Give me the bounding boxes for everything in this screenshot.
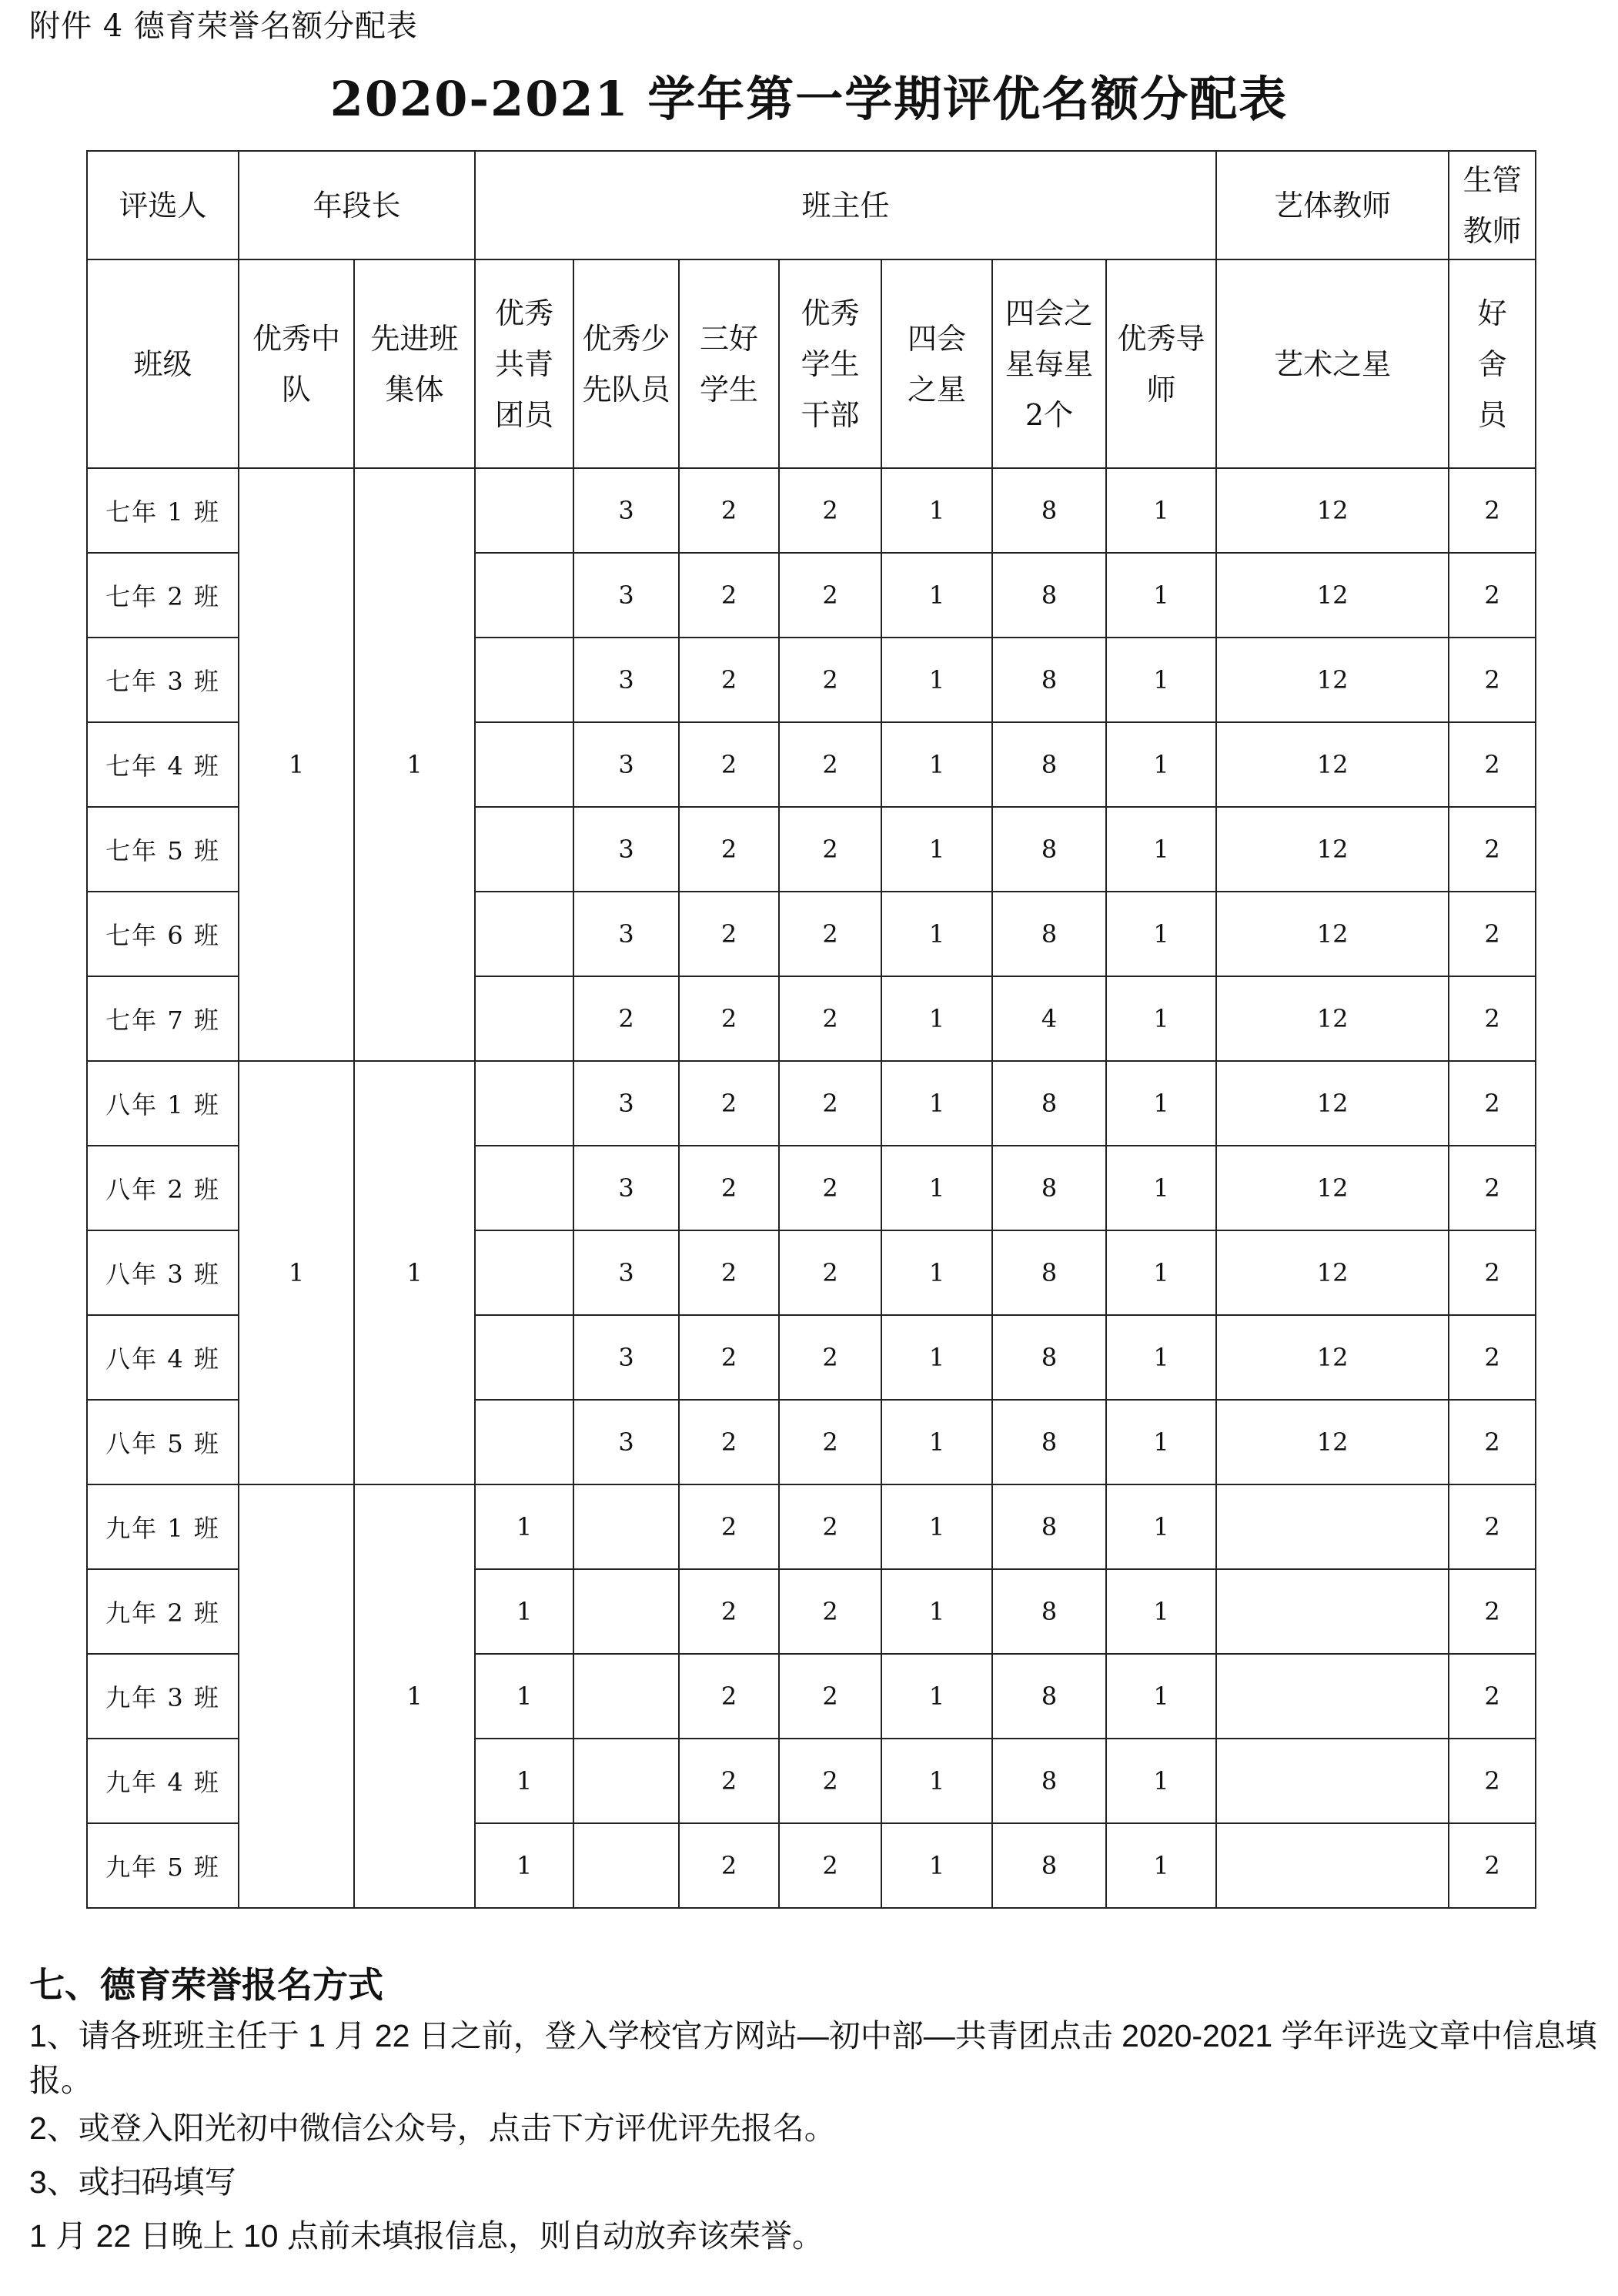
student-cadre-cell: 2 [779, 1823, 881, 1908]
four-skills-cell: 1 [881, 1739, 992, 1823]
mentor-cell: 1 [1106, 1739, 1216, 1823]
dorm-member-cell: 2 [1449, 1739, 1536, 1823]
art-star-cell [1216, 1739, 1449, 1823]
young-pioneer-cell: 3 [573, 553, 679, 638]
dorm-member-cell: 2 [1449, 1654, 1536, 1739]
four-skills-star-cell: 8 [992, 892, 1106, 976]
four-skills-cell: 1 [881, 722, 992, 807]
four-skills-cell: 1 [881, 1400, 992, 1484]
young-pioneer-cell: 3 [573, 1061, 679, 1146]
four-skills-cell: 1 [881, 976, 992, 1061]
student-cadre-cell: 2 [779, 1654, 881, 1739]
art-star-cell [1216, 1484, 1449, 1569]
student-cadre-cell: 2 [779, 1146, 881, 1230]
advanced-class-cell: 1 [354, 468, 475, 1061]
mentor-cell: 1 [1106, 553, 1216, 638]
art-star-cell [1216, 1569, 1449, 1654]
dorm-member-cell: 2 [1449, 1400, 1536, 1484]
art-star-cell: 12 [1216, 1061, 1449, 1146]
three-good-cell: 2 [679, 638, 779, 722]
four-skills-cell: 1 [881, 553, 992, 638]
header-class: 班级 [87, 259, 239, 468]
header-advanced-class: 先进班集体 [354, 259, 475, 468]
header-dorm-teacher: 生管教师 [1449, 151, 1536, 259]
four-skills-star-cell: 8 [992, 1739, 1106, 1823]
mentor-cell: 1 [1106, 1400, 1216, 1484]
student-cadre-cell: 2 [779, 892, 881, 976]
class-name-cell: 八年 2 班 [87, 1146, 239, 1230]
art-star-cell: 12 [1216, 1400, 1449, 1484]
class-name-cell: 七年 4 班 [87, 722, 239, 807]
header-excellent-mentor: 优秀导师 [1106, 259, 1216, 468]
class-name-cell: 九年 1 班 [87, 1484, 239, 1569]
four-skills-cell: 1 [881, 892, 992, 976]
student-cadre-cell: 2 [779, 638, 881, 722]
dorm-member-cell: 2 [1449, 1315, 1536, 1400]
header-four-skills-star: 四会之星 [881, 259, 992, 468]
class-name-cell: 七年 5 班 [87, 807, 239, 892]
student-cadre-cell: 2 [779, 1230, 881, 1315]
header-excellent-young-pioneer: 优秀少先队员 [573, 259, 679, 468]
three-good-cell: 2 [679, 1400, 779, 1484]
four-skills-star-cell: 8 [992, 722, 1106, 807]
art-star-cell [1216, 1654, 1449, 1739]
class-name-cell: 九年 2 班 [87, 1569, 239, 1654]
three-good-cell: 2 [679, 553, 779, 638]
four-skills-cell: 1 [881, 1230, 992, 1315]
young-pioneer-cell: 3 [573, 1315, 679, 1400]
four-skills-star-cell: 8 [992, 1061, 1106, 1146]
three-good-cell: 2 [679, 1146, 779, 1230]
header-arts-teacher: 艺体教师 [1216, 151, 1449, 259]
mentor-cell: 1 [1106, 1823, 1216, 1908]
four-skills-cell: 1 [881, 1315, 992, 1400]
art-star-cell: 12 [1216, 1230, 1449, 1315]
advanced-class-cell: 1 [354, 1061, 475, 1484]
art-star-cell: 12 [1216, 638, 1449, 722]
class-name-cell: 七年 7 班 [87, 976, 239, 1061]
mentor-cell: 1 [1106, 1569, 1216, 1654]
dorm-member-cell: 2 [1449, 807, 1536, 892]
mentor-cell: 1 [1106, 1230, 1216, 1315]
four-skills-cell: 1 [881, 1146, 992, 1230]
four-skills-star-cell: 8 [992, 1400, 1106, 1484]
header-excellent-squadron: 优秀中队 [239, 259, 354, 468]
four-skills-star-cell: 8 [992, 1230, 1106, 1315]
mentor-cell: 1 [1106, 1654, 1216, 1739]
mentor-cell: 1 [1106, 807, 1216, 892]
league-member-cell: 1 [475, 1823, 573, 1908]
league-member-cell [475, 1400, 573, 1484]
header-excellent-league-member: 优秀共青团员 [475, 259, 573, 468]
league-member-cell [475, 553, 573, 638]
young-pioneer-cell: 2 [573, 976, 679, 1061]
art-star-cell: 12 [1216, 553, 1449, 638]
class-name-cell: 七年 2 班 [87, 553, 239, 638]
table-row [87, 1484, 1536, 1569]
mentor-cell: 1 [1106, 1315, 1216, 1400]
dorm-member-cell: 2 [1449, 976, 1536, 1061]
three-good-cell: 2 [679, 1823, 779, 1908]
four-skills-star-cell: 8 [992, 638, 1106, 722]
young-pioneer-cell [573, 1569, 679, 1654]
excellent-squadron-cell: 1 [239, 1061, 354, 1484]
league-member-cell: 1 [475, 1654, 573, 1739]
league-member-cell: 1 [475, 1484, 573, 1569]
art-star-cell [1216, 1823, 1449, 1908]
header-four-skills-star-each: 四会之星每星2个 [992, 259, 1106, 468]
student-cadre-cell: 2 [779, 1400, 881, 1484]
dorm-member-cell: 2 [1449, 553, 1536, 638]
four-skills-star-cell: 8 [992, 1315, 1106, 1400]
header-grade-leader: 年段长 [239, 151, 475, 259]
mentor-cell: 1 [1106, 892, 1216, 976]
student-cadre-cell: 2 [779, 722, 881, 807]
young-pioneer-cell: 3 [573, 638, 679, 722]
student-cadre-cell: 2 [779, 1739, 881, 1823]
mentor-cell: 1 [1106, 1146, 1216, 1230]
note-4: 1 月 22 日晚上 10 点前未填报信息，则自动放弃该荣誉。 [29, 2218, 824, 2254]
four-skills-cell: 1 [881, 1569, 992, 1654]
three-good-cell: 2 [679, 1061, 779, 1146]
league-member-cell [475, 1146, 573, 1230]
dorm-member-cell: 2 [1449, 1230, 1536, 1315]
dorm-member-cell: 2 [1449, 1061, 1536, 1146]
four-skills-star-cell: 8 [992, 807, 1106, 892]
class-name-cell: 九年 5 班 [87, 1823, 239, 1908]
advanced-class-cell: 1 [354, 1484, 475, 1908]
league-member-cell [475, 722, 573, 807]
young-pioneer-cell: 3 [573, 807, 679, 892]
dorm-member-cell: 2 [1449, 638, 1536, 722]
league-member-cell [475, 807, 573, 892]
table-row [87, 468, 1536, 553]
four-skills-cell: 1 [881, 638, 992, 722]
four-skills-star-cell: 8 [992, 1146, 1106, 1230]
student-cadre-cell: 2 [779, 468, 881, 553]
class-name-cell: 七年 3 班 [87, 638, 239, 722]
note-3: 3、或扫码填写 [29, 2164, 236, 2200]
excellent-squadron-cell [239, 1484, 354, 1908]
header-row-roles [87, 151, 1536, 259]
four-skills-cell: 1 [881, 1654, 992, 1739]
student-cadre-cell: 2 [779, 1315, 881, 1400]
league-member-cell [475, 1230, 573, 1315]
four-skills-star-cell: 8 [992, 1484, 1106, 1569]
three-good-cell: 2 [679, 976, 779, 1061]
attachment-label: 附件 4 德育荣誉名额分配表 [29, 8, 418, 44]
league-member-cell [475, 638, 573, 722]
class-name-cell: 八年 3 班 [87, 1230, 239, 1315]
quota-table [86, 150, 1536, 1909]
four-skills-star-cell: 8 [992, 1569, 1106, 1654]
three-good-cell: 2 [679, 1484, 779, 1569]
dorm-member-cell: 2 [1449, 722, 1536, 807]
section-title: 七、德育荣誉报名方式 [29, 1964, 383, 2006]
four-skills-cell: 1 [881, 468, 992, 553]
league-member-cell [475, 976, 573, 1061]
table-row [87, 1061, 1536, 1146]
class-name-cell: 八年 1 班 [87, 1061, 239, 1146]
young-pioneer-cell: 3 [573, 1146, 679, 1230]
league-member-cell [475, 1061, 573, 1146]
art-star-cell: 12 [1216, 976, 1449, 1061]
three-good-cell: 2 [679, 1569, 779, 1654]
three-good-cell: 2 [679, 892, 779, 976]
header-good-dorm-member: 好舍员 [1449, 259, 1536, 468]
three-good-cell: 2 [679, 1739, 779, 1823]
young-pioneer-cell [573, 1739, 679, 1823]
league-member-cell: 1 [475, 1739, 573, 1823]
student-cadre-cell: 2 [779, 807, 881, 892]
header-art-star: 艺术之星 [1216, 259, 1449, 468]
four-skills-cell: 1 [881, 1061, 992, 1146]
note-2: 2、或登入阳光初中微信公众号，点击下方评优评先报名。 [29, 2110, 836, 2146]
mentor-cell: 1 [1106, 976, 1216, 1061]
four-skills-cell: 1 [881, 1484, 992, 1569]
three-good-cell: 2 [679, 807, 779, 892]
four-skills-star-cell: 8 [992, 1823, 1106, 1908]
mentor-cell: 1 [1106, 722, 1216, 807]
student-cadre-cell: 2 [779, 976, 881, 1061]
header-class-teacher: 班主任 [475, 151, 1216, 259]
four-skills-cell: 1 [881, 1823, 992, 1908]
three-good-cell: 2 [679, 1315, 779, 1400]
header-selector: 评选人 [87, 151, 239, 259]
dorm-member-cell: 2 [1449, 468, 1536, 553]
class-name-cell: 八年 5 班 [87, 1400, 239, 1484]
dorm-member-cell: 2 [1449, 1569, 1536, 1654]
young-pioneer-cell [573, 1654, 679, 1739]
art-star-cell: 12 [1216, 468, 1449, 553]
art-star-cell: 12 [1216, 807, 1449, 892]
young-pioneer-cell [573, 1484, 679, 1569]
four-skills-cell: 1 [881, 807, 992, 892]
page-title: 2020-2021 学年第一学期评优名额分配表 [329, 71, 1289, 127]
art-star-cell: 12 [1216, 722, 1449, 807]
dorm-member-cell: 2 [1449, 892, 1536, 976]
dorm-member-cell: 2 [1449, 1823, 1536, 1908]
four-skills-star-cell: 8 [992, 468, 1106, 553]
class-name-cell: 八年 4 班 [87, 1315, 239, 1400]
art-star-cell: 12 [1216, 892, 1449, 976]
young-pioneer-cell: 3 [573, 1400, 679, 1484]
art-star-cell: 12 [1216, 1315, 1449, 1400]
mentor-cell: 1 [1106, 468, 1216, 553]
class-name-cell: 七年 6 班 [87, 892, 239, 976]
four-skills-star-cell: 8 [992, 553, 1106, 638]
young-pioneer-cell [573, 1823, 679, 1908]
art-star-cell: 12 [1216, 1146, 1449, 1230]
student-cadre-cell: 2 [779, 1569, 881, 1654]
three-good-cell: 2 [679, 1230, 779, 1315]
table-body [87, 468, 1536, 1908]
note-1: 1、请各班班主任于 1 月 22 日之前，登入学校官方网站—初中部—共青团点击 2020-2021 学年评选文章中信息填报。 [29, 2018, 1597, 2098]
class-name-cell: 七年 1 班 [87, 468, 239, 553]
header-row-awards [87, 259, 1536, 468]
student-cadre-cell: 2 [779, 1484, 881, 1569]
excellent-squadron-cell: 1 [239, 468, 354, 1061]
league-member-cell [475, 468, 573, 553]
young-pioneer-cell: 3 [573, 468, 679, 553]
dorm-member-cell: 2 [1449, 1484, 1536, 1569]
three-good-cell: 2 [679, 722, 779, 807]
league-member-cell [475, 1315, 573, 1400]
dorm-member-cell: 2 [1449, 1146, 1536, 1230]
young-pioneer-cell: 3 [573, 722, 679, 807]
four-skills-star-cell: 4 [992, 976, 1106, 1061]
mentor-cell: 1 [1106, 638, 1216, 722]
header-excellent-student-cadre: 优秀学生干部 [779, 259, 881, 468]
class-name-cell: 九年 3 班 [87, 1654, 239, 1739]
league-member-cell [475, 892, 573, 976]
league-member-cell: 1 [475, 1569, 573, 1654]
three-good-cell: 2 [679, 1654, 779, 1739]
student-cadre-cell: 2 [779, 1061, 881, 1146]
three-good-cell: 2 [679, 468, 779, 553]
mentor-cell: 1 [1106, 1061, 1216, 1146]
young-pioneer-cell: 3 [573, 1230, 679, 1315]
young-pioneer-cell: 3 [573, 892, 679, 976]
four-skills-star-cell: 8 [992, 1654, 1106, 1739]
student-cadre-cell: 2 [779, 553, 881, 638]
class-name-cell: 九年 4 班 [87, 1739, 239, 1823]
mentor-cell: 1 [1106, 1484, 1216, 1569]
header-three-good-student: 三好学生 [679, 259, 779, 468]
